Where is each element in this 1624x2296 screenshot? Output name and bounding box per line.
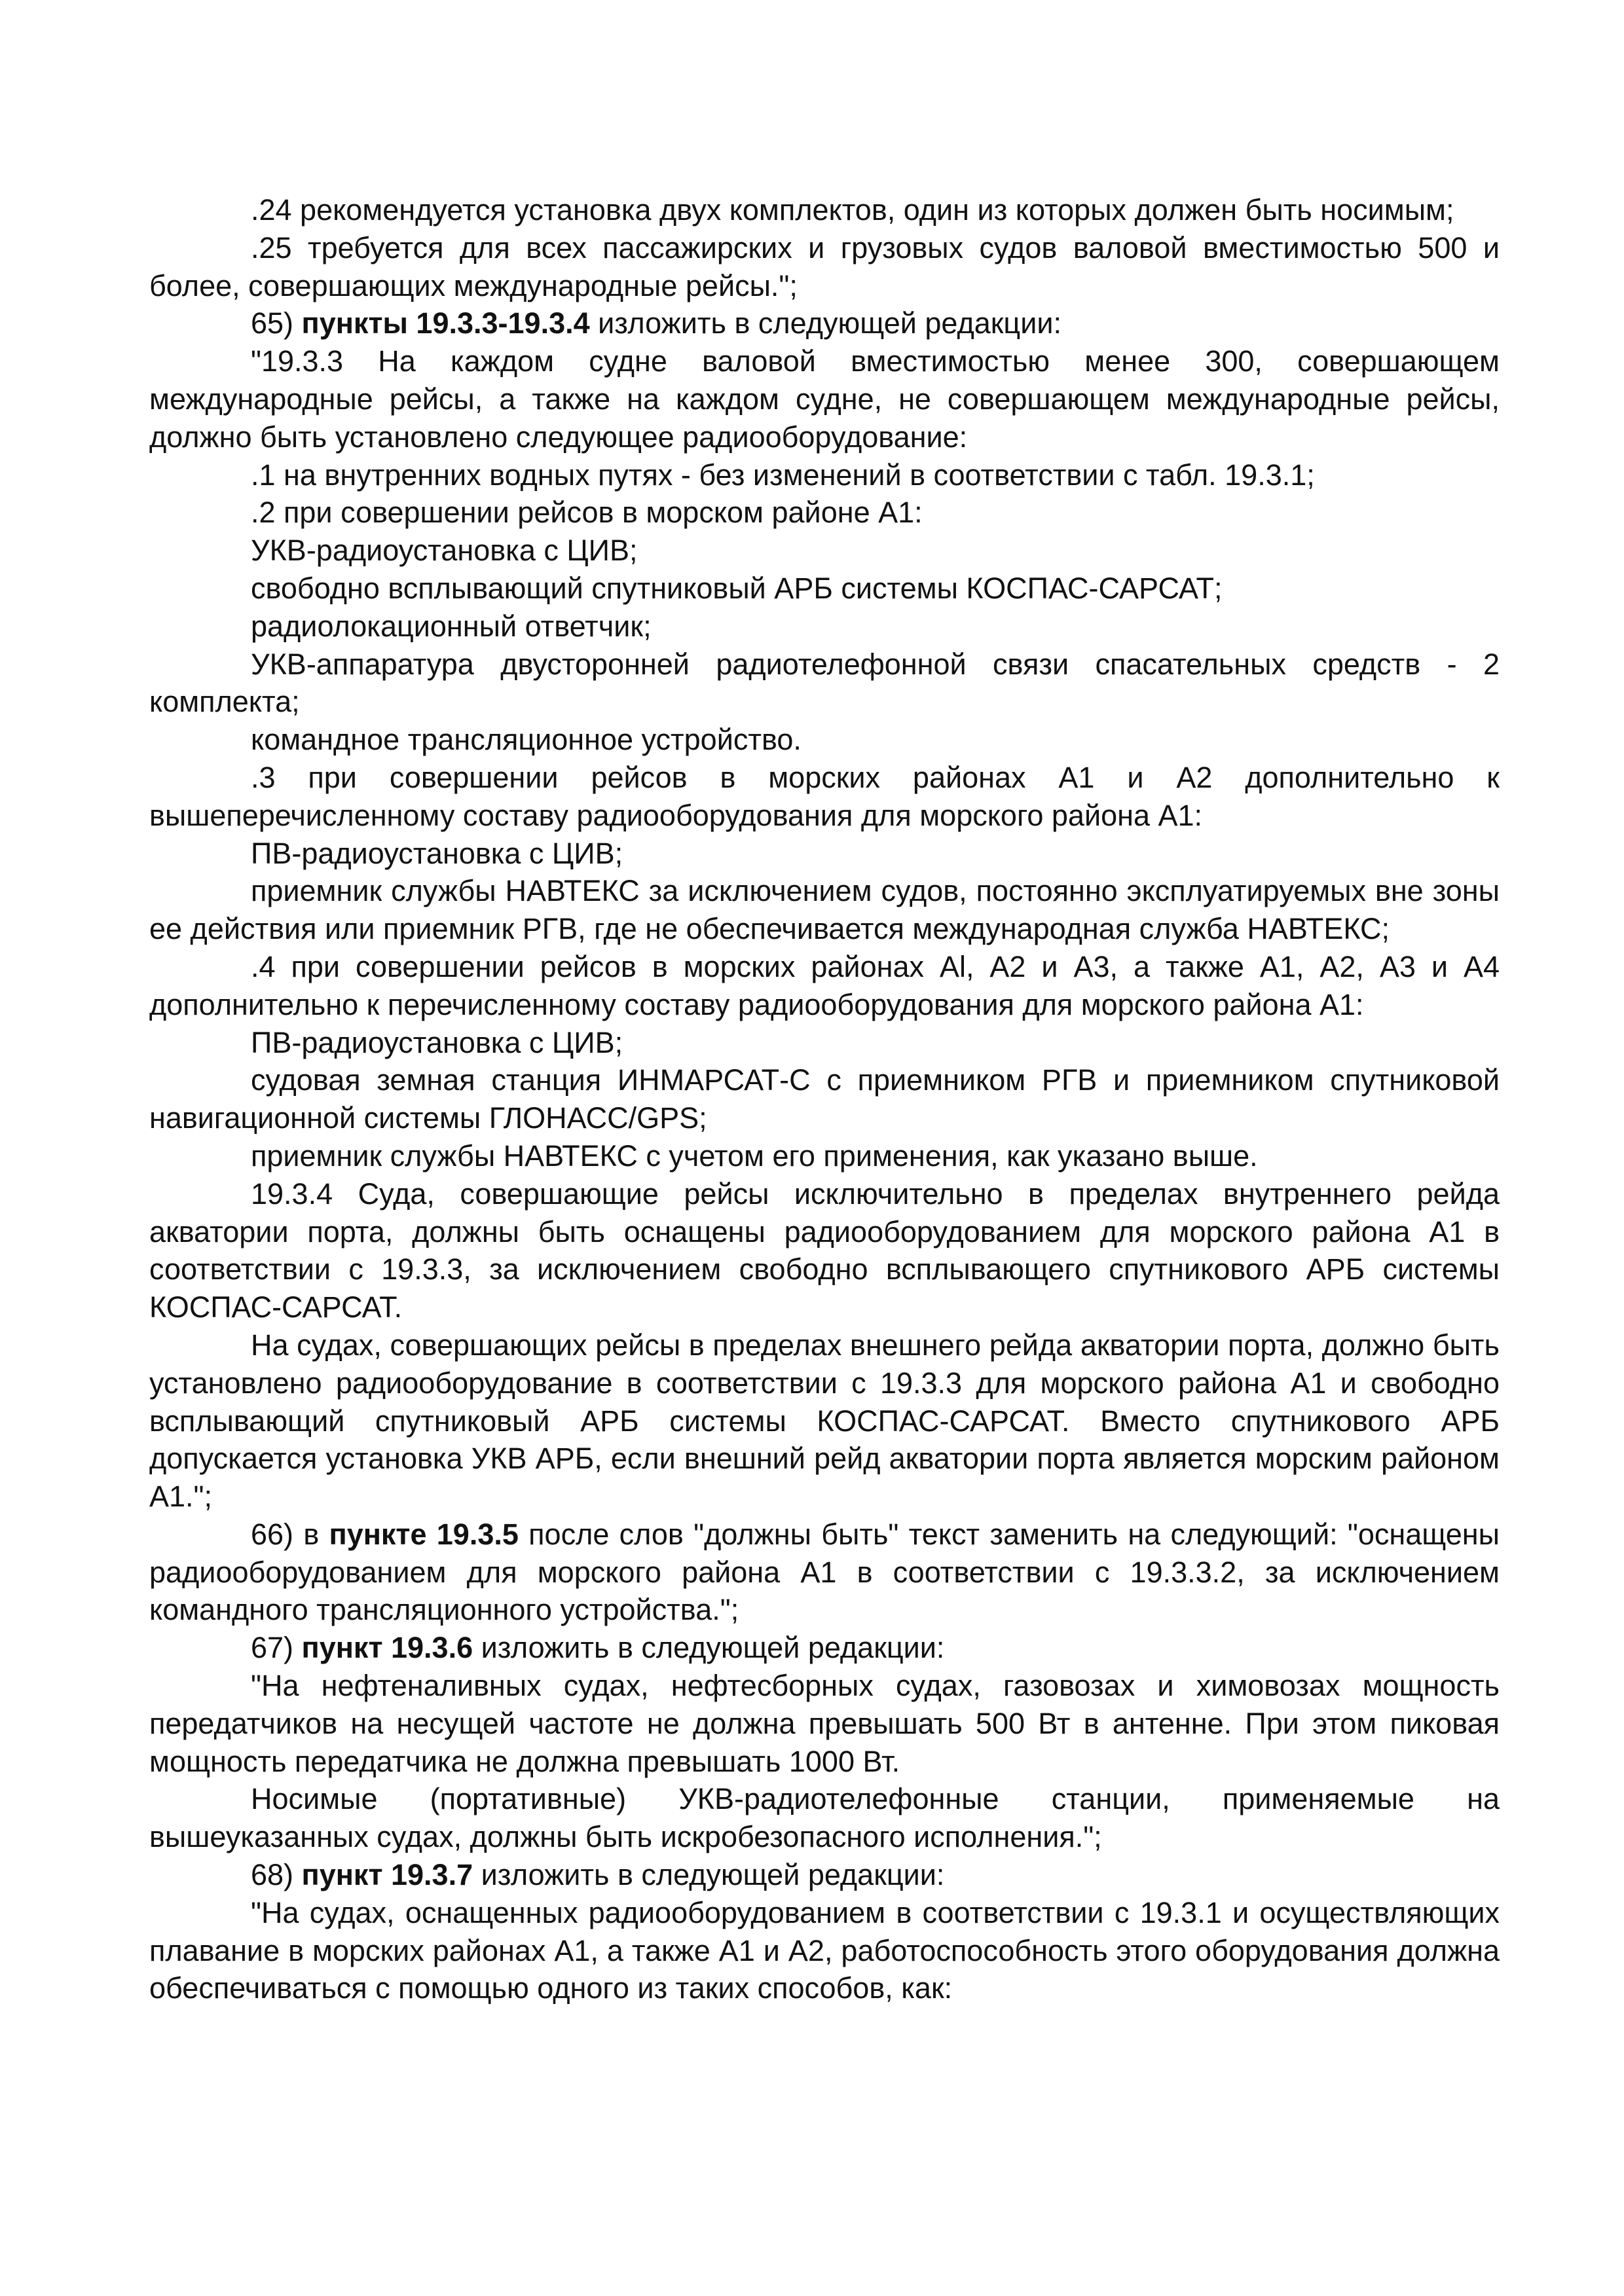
paragraph-amendment-67 [149, 1629, 1500, 1667]
paragraph-text: ПВ-радиоустановка с ЦИВ; [251, 1025, 623, 1059]
paragraph-text: свободно всплывающий спутниковый АРБ системы КОСПАС-САРСАТ; [251, 571, 1223, 605]
paragraph-list-entry [149, 532, 1500, 570]
paragraph-text: приемник службы НАВТЕКС за исключением судов, постоянно эксплуатируемых вне зоны ее действия или приемник РГВ, где не обеспечивается международная служба НАВТЕКС; [149, 874, 1500, 946]
paragraph-item-24 [149, 191, 1500, 229]
paragraph-text: после слов "должны быть" текст заменить на следующий: "оснащены радиооборудованием для морского района А1 в соответствии с 19.3.3.2, за исключением командного трансляционного устройства."; [149, 1517, 1500, 1627]
paragraph-text: "На судах, оснащенных радиооборудованием в соответствии с 19.3.1 и осуществляющих плавание в морских районах А1, а также А1 и А2, работоспособность этого оборудования должна обеспечиваться с помощью одного из таких способов, как: [149, 1895, 1500, 2005]
paragraph-19-3-7 [149, 1894, 1500, 2007]
paragraph-text: 68) [251, 1858, 302, 1892]
paragraph-list-entry [149, 1137, 1500, 1175]
paragraph-text: .4 при совершении рейсов в морских районах Al, А2 и А3, а также А1, А2, А3 и А4 дополнительно к перечисленному составу радиооборудования для морского района А1: [149, 949, 1500, 1021]
paragraph-19-3-4 [149, 1175, 1500, 1326]
paragraph-text: .2 при совершении рейсов в морском районе А1: [251, 496, 923, 530]
paragraph-text: судовая земная станция ИНМАРСАТ-С с приемником РГВ и приемником спутниковой навигационной системы ГЛОНАСС/GPS; [149, 1063, 1500, 1135]
paragraph-text: На судах, совершающих рейсы в пределах внешнего рейда акватории порта, должно быть установлено радиооборудование в соответствии с 19.3.3 для морского района А1 и свободно всплывающий спутниковый АРБ системы КОСПАС-САРСАТ. Вместо спутникового АРБ допускается установка УКВ АРБ, если внешний рейд акватории порта является морским районом А1."; [149, 1328, 1500, 1514]
paragraph-list-entry [149, 608, 1500, 646]
document-page [149, 191, 1500, 2007]
paragraph-text: приемник службы НАВТЕКС с учетом его применения, как указано выше. [251, 1139, 1258, 1173]
paragraph-list-entry [149, 1061, 1500, 1137]
paragraph-text: 67) [251, 1631, 302, 1665]
paragraph-bold-reference: пункт 19.3.6 [301, 1631, 473, 1665]
paragraph-text: 19.3.4 Суда, совершающие рейсы исключительно в пределах внутреннего рейда акватории порта, должны быть оснащены радиооборудованием для морского района А1 в соответствии с 19.3.3, за исключением свободно всплывающего спутникового АРБ системы КОСПАС-САРСАТ. [149, 1176, 1500, 1324]
paragraph-text: "На нефтеналивных судах, нефтесборных судах, газовозах и химовозах мощность передатчиков на несущей частоте не должна превышать 500 Вт в антенне. При этом пиковая мощность передатчика не должна превышать 1000 Вт. [149, 1669, 1500, 1778]
paragraph-bold-reference: пункт 19.3.7 [301, 1858, 473, 1892]
paragraph-list-entry [149, 570, 1500, 608]
paragraph-19-3-3 [149, 342, 1500, 456]
paragraph-item-2 [149, 494, 1500, 532]
paragraph-text: командное трансляционное устройство. [251, 723, 802, 757]
paragraph-amendment-68 [149, 1856, 1500, 1894]
paragraph-text: УКВ-радиоустановка с ЦИВ; [251, 534, 638, 568]
paragraph-text: изложить в следующей редакции: [473, 1858, 945, 1892]
paragraph-text: .1 на внутренних водных путях - без изменений в соответствии с табл. 19.3.1; [251, 458, 1315, 492]
paragraph-item-3 [149, 759, 1500, 835]
paragraph-outer-roadstead [149, 1326, 1500, 1516]
paragraph-bold-reference: пункты 19.3.3-19.3.4 [301, 306, 590, 340]
paragraph-text: УКВ-аппаратура двусторонней радиотелефонной связи спасательных средств - 2 комплекта; [149, 647, 1500, 719]
paragraph-tanker-power [149, 1667, 1500, 1780]
paragraph-portable-stations [149, 1780, 1500, 1856]
paragraph-list-entry [149, 1024, 1500, 1062]
paragraph-text: радиолокационный ответчик; [251, 609, 652, 643]
paragraph-text: ПВ-радиоустановка с ЦИВ; [251, 836, 623, 870]
paragraph-list-entry [149, 835, 1500, 873]
paragraph-item-1 [149, 456, 1500, 494]
paragraph-text: Носимые (портативные) УКВ-радиотелефонные станции, применяемые на вышеуказанных судах, должны быть искробезопасного исполнения."; [149, 1782, 1500, 1854]
paragraph-amendment-65 [149, 304, 1500, 342]
paragraph-text: .24 рекомендуется установка двух комплектов, один из которых должен быть носимым; [251, 193, 1454, 227]
paragraph-text: изложить в следующей редакции: [589, 306, 1061, 340]
paragraph-text: изложить в следующей редакции: [473, 1631, 945, 1665]
paragraph-list-entry [149, 646, 1500, 721]
paragraph-text: 65) [251, 306, 302, 340]
paragraph-text: 66) в [251, 1517, 329, 1551]
paragraph-text: "19.3.3 На каждом судне валовой вместимостью менее 300, совершающем международные рейсы, а также на каждом судне, не совершающем международные рейсы, должно быть установлено следующее радиооборудование: [149, 344, 1500, 454]
paragraph-bold-reference: пункте 19.3.5 [329, 1517, 519, 1551]
paragraph-list-entry [149, 721, 1500, 759]
paragraph-text: .3 при совершении рейсов в морских районах А1 и А2 дополнительно к вышеперечисленному составу радиооборудования для морского района А1: [149, 760, 1500, 832]
paragraph-list-entry [149, 872, 1500, 948]
paragraph-item-4 [149, 948, 1500, 1024]
paragraph-item-25 [149, 229, 1500, 305]
paragraph-amendment-66 [149, 1516, 1500, 1629]
paragraph-text: .25 требуется для всех пассажирских и грузовых судов валовой вместимостью 500 и более, совершающих международные рейсы."; [149, 230, 1500, 302]
